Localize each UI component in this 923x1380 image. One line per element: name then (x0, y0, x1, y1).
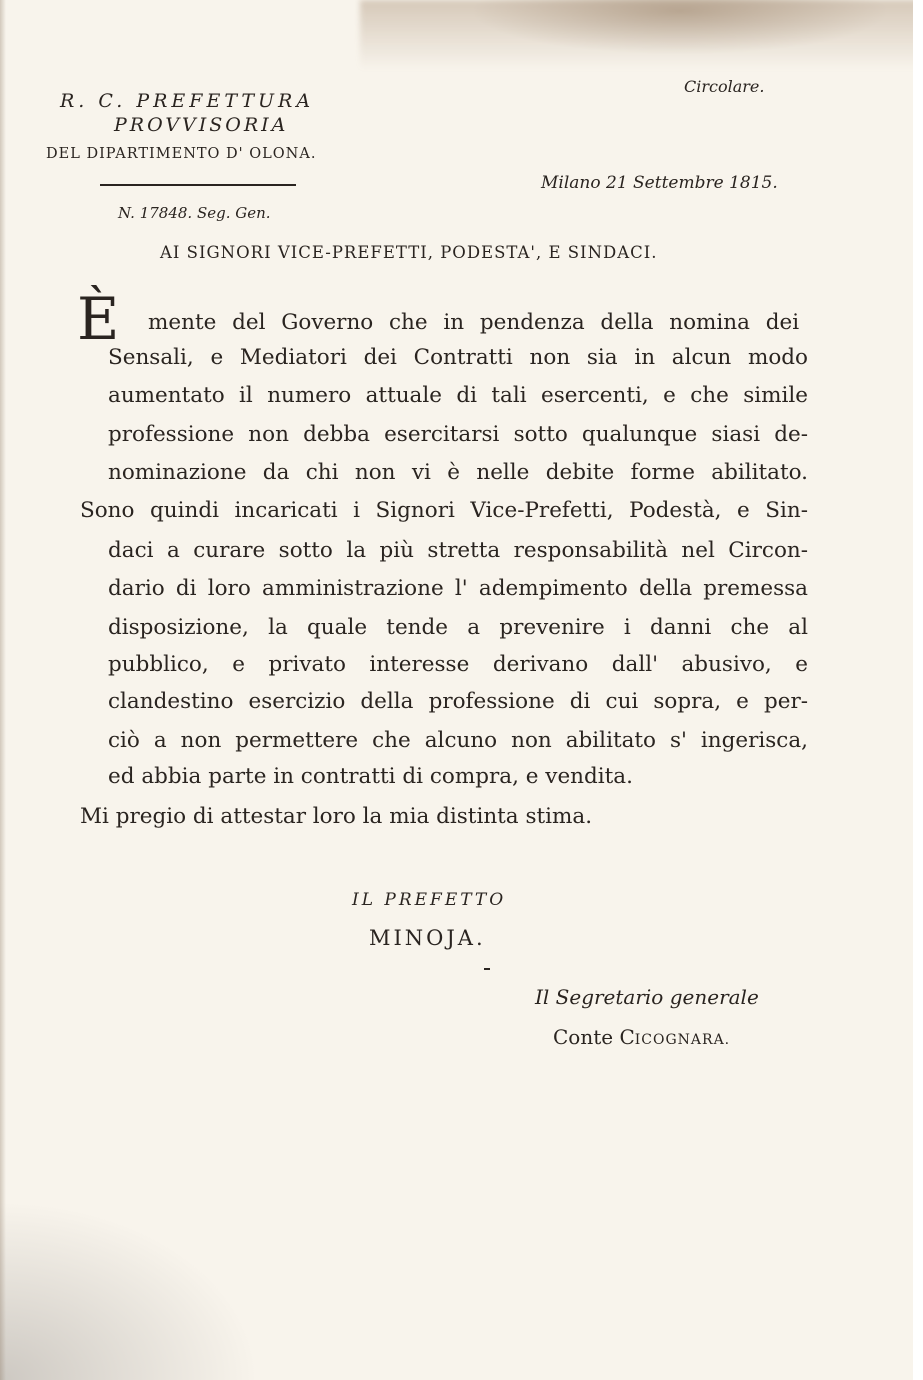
header-line-3: DEL DIPARTIMENTO D' OLONA. (46, 146, 317, 162)
header-line-1: R. C. PREFETTURA (60, 90, 315, 112)
signature-name: MINOJA. (369, 926, 486, 950)
body-line: disposizione, la quale tende a prevenire i danni che al (108, 615, 808, 640)
page-margin-right (913, 0, 923, 1380)
body-line: ciò a non permettere che alcuno non abilitato s' ingerisca, (108, 728, 808, 753)
body-line: professione non debba esercitarsi sotto qualunque siasi de- (108, 422, 808, 447)
body-line: mente del Governo che in pendenza della nomina dei (148, 310, 800, 335)
body-line: pubblico, e privato interesse derivano dall' abusivo, e (108, 652, 808, 677)
secretary-name-smallcaps: ICOGNARA. (634, 1032, 731, 1048)
dateline: Milano 21 Settembre 1815. (541, 173, 778, 193)
body-line: aumentato il numero attuale di tali esercenti, e che simile (108, 383, 808, 408)
stain-top-right (470, 0, 890, 55)
body-line: nominazione da chi non vi è nelle debite forme abilitato. (108, 460, 808, 485)
protocol-number: N. 17848. Seg. Gen. (118, 204, 271, 222)
secretary-name-prefix: Conte C (553, 1025, 635, 1049)
header-rule (100, 184, 296, 186)
circolare-label: Circolare. (684, 77, 765, 96)
drop-cap: È (77, 285, 120, 353)
body-line: dario di loro amministrazione l' adempimento della premessa (108, 576, 808, 601)
body-line: Mi pregio di attestar loro la mia distinta stima. (80, 804, 593, 829)
body-line: clandestino esercizio della professione di cui sopra, e per- (108, 689, 808, 714)
header-line-2: PROVVISORIA (114, 114, 289, 136)
body-line: Sensali, e Mediatori dei Contratti non sia in alcun modo (108, 345, 808, 370)
shadow-bottom-left (0, 1200, 260, 1380)
signature-title: IL PREFETTO (352, 890, 507, 910)
paper-edge-left (0, 0, 6, 1380)
secretary-title: Il Segretario generale (535, 985, 759, 1009)
secretary-name (553, 1025, 730, 1049)
body-line: daci a curare sotto la più stretta responsabilità nel Circon- (108, 538, 808, 563)
body-line: Sono quindi incaricati i Signori Vice-Prefetti, Podestà, e Sin- (80, 498, 808, 523)
addressee: AI SIGNORI VICE-PREFETTI, PODESTA', E SINDACI. (160, 243, 658, 262)
signature-dash (484, 968, 490, 970)
body-line: ed abbia parte in contratti di compra, e vendita. (108, 764, 633, 789)
